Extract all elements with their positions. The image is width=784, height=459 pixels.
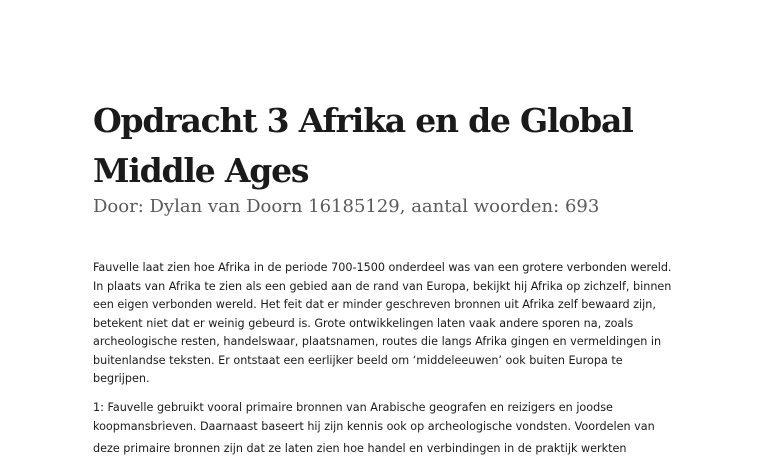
paragraph-line: buitenlandse teksten. Er ontstaat een eerlijker beeld om ‘middeleeuwen’ ook buiten Europa te: [93, 353, 623, 367]
paragraph-intro: [93, 259, 693, 389]
paragraph-line: Fauvelle laat zien hoe Afrika in de periode 700-1500 onderdeel was van een grotere verbonden wereld.: [93, 261, 672, 274]
document-subtitle: Door: Dylan van Doorn 16185129, aantal woorden: 693: [93, 196, 600, 217]
paragraph-line: In plaats van Afrika te zien als een gebied aan de rand van Europa, bekijkt hij Afrika op zichzelf, binnen: [93, 279, 672, 293]
paragraph-line: begrijpen.: [93, 372, 150, 385]
paragraph-line: 1: Fauvelle gebruikt vooral primaire bronnen van Arabische geografen en reizigers en joodse: [93, 401, 613, 414]
paragraph-line: deze primaire bronnen zijn dat ze laten zien hoe handel en verbindingen in de praktijk werkten: [93, 442, 627, 455]
paragraph-line: koopmansbrieven. Daarnaast baseert hij zijn kennis ook op archeologische vondsten. Voordelen van: [93, 419, 655, 433]
title-line-2: Middle Ages: [93, 151, 309, 190]
paragraph-line: een eigen verbonden wereld. Het feit dat er minder geschreven bronnen uit Afrika zelf bewaard zijn,: [93, 298, 656, 311]
paragraph-line: betekent niet dat er weinig gebeurd is. Grote ontwikkelingen laten vaak andere sporen na, zoals: [93, 316, 634, 330]
title-line-1: Opdracht 3 Afrika en de Global: [93, 101, 633, 140]
paragraph-question-1: [93, 399, 693, 455]
paragraph-line: archeologische resten, handelswaar, plaatsnamen, routes die langs Afrika gingen en vermeldingen in: [93, 335, 662, 348]
document-title: [93, 96, 713, 196]
paragraph-line-partial: [93, 440, 693, 455]
